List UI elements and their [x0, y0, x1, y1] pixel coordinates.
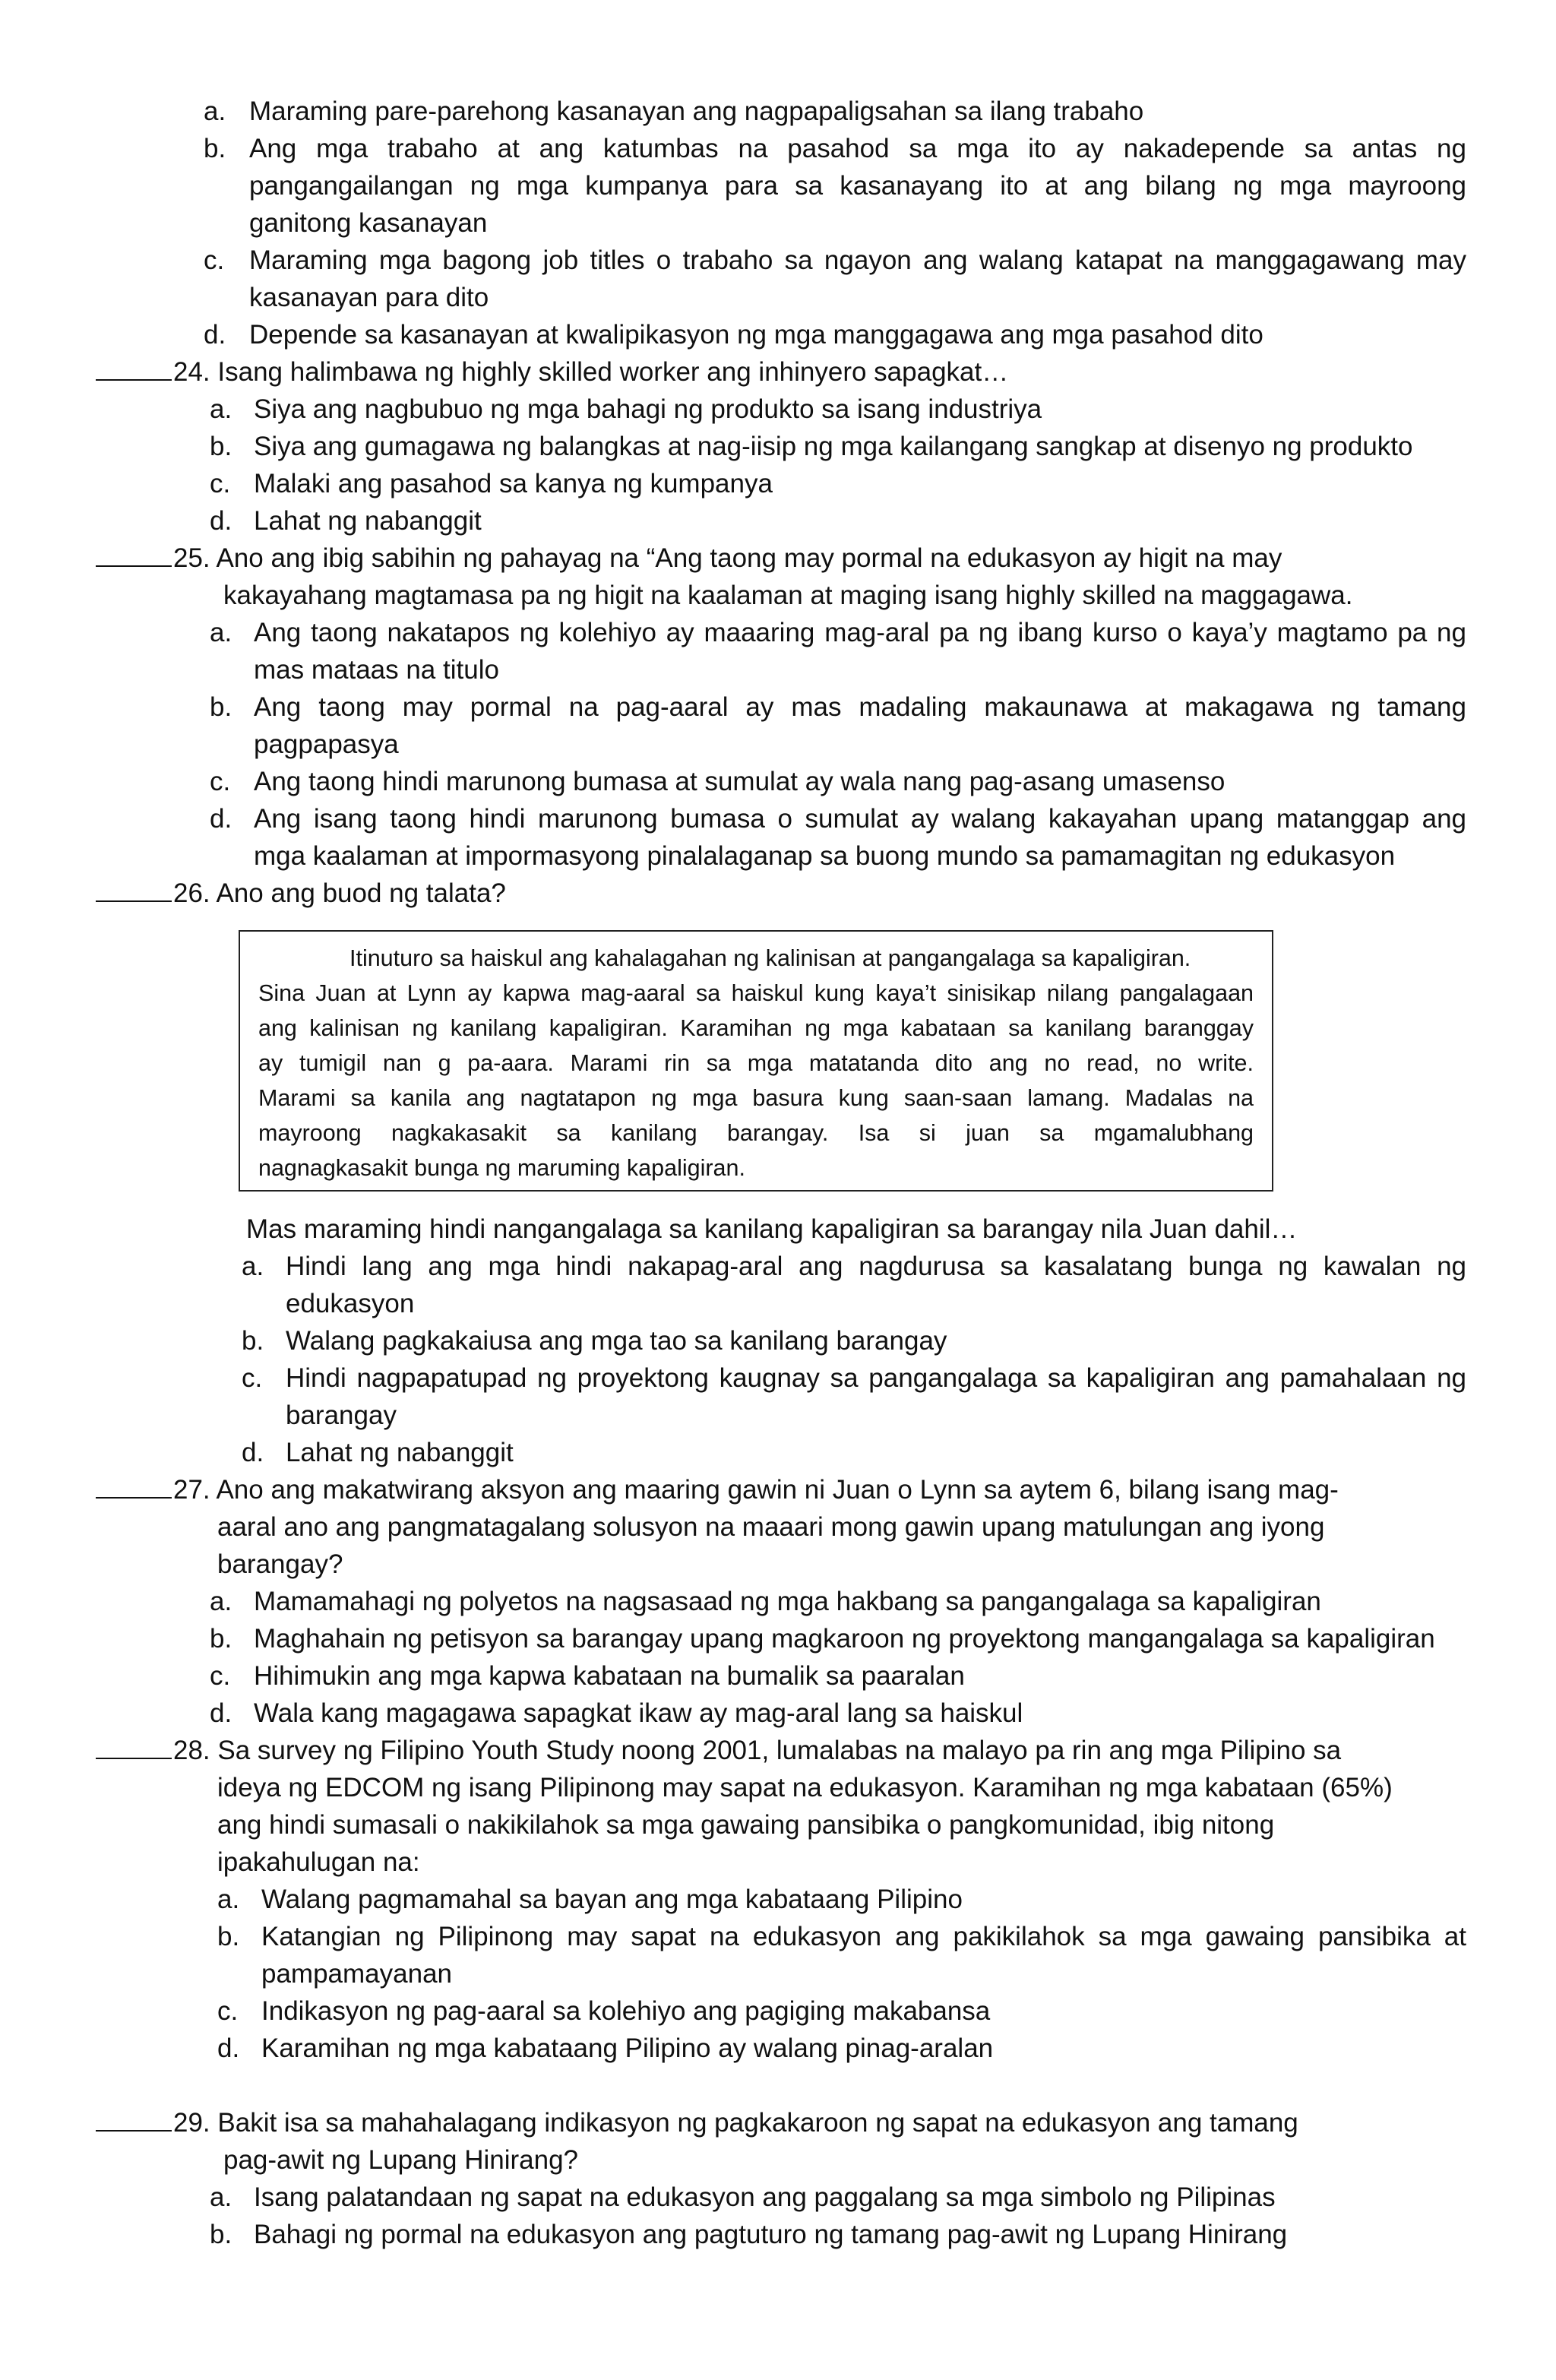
- option-letter: a.: [210, 1587, 232, 1616]
- q27-stem-line1: 27. Ano ang makatwirang aksyon ang maaring gawin ni Juan o Lynn sa aytem 6, bilang isang mag-: [96, 1472, 1339, 1508]
- passage-line: mayroong nagkakasakit sa kanilang barangay. Isa si juan sa mgamalubhang: [258, 1120, 1254, 1146]
- q29-option-b: Bahagi ng pormal na edukasyon ang pagtuturo ng tamang pag-awit ng Lupang Hinirang: [254, 2220, 1288, 2249]
- passage-line: nagnagkasakit bunga ng maruming kapaligiran.: [258, 1155, 745, 1181]
- q29-stem-line1: 29. Bakit isa sa mahahalagang indikasyon ng pagkakaroon ng sapat na edukasyon ang tamang: [96, 2105, 1298, 2141]
- option-letter: c.: [210, 767, 231, 796]
- q28-option-a: Walang pagmamahal sa bayan ang mga kabataang Pilipino: [261, 1885, 963, 1914]
- passage-line: Itinuturo sa haiskul ang kahalagahan ng kalinisan at pangangalaga sa kapaligiran.: [349, 945, 1191, 971]
- option-letter: a.: [217, 1885, 240, 1914]
- q27-stem-line2: aaral ano ang pangmatagalang solusyon na maaari mong gawin upang matulungan ang iyong: [217, 1512, 1325, 1542]
- q26-question: Mas maraming hindi nangangalaga sa kanilang kapaligiran sa barangay nila Juan dahil…: [246, 1214, 1298, 1244]
- q28-stem-line1: 28. Sa survey ng Filipino Youth Study noong 2001, lumalabas na malayo pa rin ang mga Pilipino sa: [96, 1733, 1341, 1769]
- q27-stem-line3: barangay?: [217, 1549, 343, 1579]
- option-letter: d.: [210, 804, 232, 834]
- option-letter: b.: [210, 432, 232, 461]
- answer-blank[interactable]: [96, 356, 172, 381]
- option-letter: c.: [242, 1363, 263, 1393]
- q27-option-c: Hihimukin ang mga kapwa kabataan na bumalik sa paaralan: [254, 1661, 965, 1691]
- option-letter: b.: [210, 2220, 232, 2249]
- q28-option-b-line2: pampamayanan: [261, 1959, 452, 1989]
- q23-option-c-line2: kasanayan para dito: [249, 283, 489, 312]
- answer-blank[interactable]: [96, 1474, 172, 1499]
- option-letter: b.: [217, 1922, 240, 1951]
- option-letter: b.: [204, 134, 226, 163]
- option-letter: c.: [217, 1996, 239, 2026]
- q23-option-b-line2: pangangailangan ng mga kumpanya para sa kasanayang ito at ang bilang ng mga mayroong: [249, 171, 1466, 201]
- q23-option-c-line1: Maraming mga bagong job titles o trabaho sa ngayon ang walang katapat na manggagawang may: [249, 245, 1466, 275]
- q28-option-b-line1: Katangian ng Pilipinong may sapat na edukasyon ang pakikilahok sa mga gawaing pansibika at: [261, 1922, 1466, 1951]
- q29-stem-line2: pag-awit ng Lupang Hinirang?: [223, 2145, 578, 2175]
- q26-option-b: Walang pagkakaiusa ang mga tao sa kanilang barangay: [286, 1326, 947, 1356]
- q25-option-b-line1: Ang taong may pormal na pag-aaral ay mas madaling makaunawa at makagawa ng tamang: [254, 692, 1466, 722]
- reading-passage-box: [239, 930, 1273, 1192]
- option-letter: c.: [204, 245, 225, 275]
- option-letter: a.: [210, 2182, 232, 2212]
- q23-option-b-line1: Ang mga trabaho at ang katumbas na pasahod sa mga ito ay nakadepende sa antas ng: [249, 134, 1466, 163]
- option-letter: a.: [242, 1252, 264, 1281]
- q26-option-c-line2: barangay: [286, 1400, 397, 1430]
- q23-option-d: Depende sa kasanayan at kwalipikasyon ng mga manggagawa ang mga pasahod dito: [249, 320, 1263, 350]
- option-letter: a.: [210, 618, 232, 647]
- q27-option-b: Maghahain ng petisyon sa barangay upang magkaroon ng proyektong mangangalaga sa kapaligiran: [254, 1624, 1435, 1654]
- q29-option-a: Isang palatandaan ng sapat na edukasyon ang paggalang sa mga simbolo ng Pilipinas: [254, 2182, 1276, 2212]
- q26-stem: 26. Ano ang buod ng talata?: [96, 875, 506, 912]
- q27-option-d: Wala kang magagawa sapagkat ikaw ay mag-aral lang sa haiskul: [254, 1698, 1023, 1728]
- q26-option-c-line1: Hindi nagpapatupad ng proyektong kaugnay sa pangangalaga sa kapaligiran ang pamahalaan ng: [286, 1363, 1466, 1393]
- answer-blank[interactable]: [96, 543, 172, 567]
- option-letter: a.: [210, 394, 232, 424]
- q24-option-b: Siya ang gumagawa ng balangkas at nag-iisip ng mga kailangang sangkap at disenyo ng produkto: [254, 432, 1413, 461]
- q28-stem-line3: ang hindi sumasali o nakikilahok sa mga gawaing pansibika o pangkomunidad, ibig nitong: [217, 1810, 1275, 1840]
- option-letter: d.: [217, 2033, 240, 2063]
- q25-stem-line1: 25. Ano ang ibig sabihin ng pahayag na “Ang taong may pormal na edukasyon ay higit na may: [96, 540, 1282, 577]
- passage-line: ay tumigil nan g pa-aara. Marami rin sa mga matatanda dito ang no read, no write.: [258, 1050, 1254, 1076]
- passage-line: Sina Juan at Lynn ay kapwa mag-aaral sa haiskul kung kaya’t sinisikap nilang pangalagaan: [258, 980, 1254, 1006]
- answer-blank[interactable]: [96, 878, 172, 902]
- q28-option-c: Indikasyon ng pag-aaral sa kolehiyo ang pagiging makabansa: [261, 1996, 991, 2026]
- passage-line: Marami sa kanila ang nagtatapon ng mga basura kung saan-saan lamang. Madalas na: [258, 1085, 1254, 1111]
- q28-option-d: Karamihan ng mga kabataang Pilipino ay walang pinag-aralan: [261, 2033, 994, 2063]
- q25-option-c: Ang taong hindi marunong bumasa at sumulat ay wala nang pag-asang umasenso: [254, 767, 1226, 796]
- option-letter: b.: [210, 692, 232, 722]
- q25-option-a-line2: mas mataas na titulo: [254, 655, 499, 685]
- q24-option-a: Siya ang nagbubuo ng mga bahagi ng produkto sa isang industriya: [254, 394, 1042, 424]
- option-letter: b.: [242, 1326, 264, 1356]
- q26-option-d: Lahat ng nabanggit: [286, 1438, 514, 1467]
- answer-blank[interactable]: [96, 1735, 172, 1759]
- q23-option-b-line3: ganitong kasanayan: [249, 208, 488, 238]
- q28-stem-line2: ideya ng EDCOM ng isang Pilipinong may sapat na edukasyon. Karamihan ng mga kabataan (65%): [217, 1773, 1393, 1802]
- option-letter: d.: [242, 1438, 264, 1467]
- q27-option-a: Mamamahagi ng polyetos na nagsasaad ng mga hakbang sa pangangalaga sa kapaligiran: [254, 1587, 1321, 1616]
- option-letter: c.: [210, 1661, 231, 1691]
- q28-stem-line4: ipakahulugan na:: [217, 1847, 420, 1877]
- q24-stem: 24. Isang halimbawa ng highly skilled worker ang inhinyero sapagkat…: [96, 354, 1008, 391]
- q25-option-d-line2: mga kaalaman at impormasyong pinalalaganap sa buong mundo sa pamamagitan ng edukasyon: [254, 841, 1396, 871]
- option-letter: b.: [210, 1624, 232, 1654]
- passage-line: ang kalinisan ng kanilang kapaligiran. Karamihan ng mga kabataan sa kanilang baranggay: [258, 1015, 1254, 1041]
- q25-option-d-line1: Ang isang taong hindi marunong bumasa o sumulat ay walang kakayahan upang matanggap ang: [254, 804, 1466, 834]
- option-letter: c.: [210, 469, 231, 498]
- option-letter: d.: [210, 1698, 232, 1728]
- q25-option-a-line1: Ang taong nakatapos ng kolehiyo ay maaaring mag-aral pa ng ibang kurso o kaya’y magtamo pa ng: [254, 618, 1466, 647]
- q25-stem-line2: kakayahang magtamasa pa ng higit na kaalaman at maging isang highly skilled na maggagawa.: [223, 581, 1353, 610]
- q26-option-a-line1: Hindi lang ang mga hindi nakapag-aral ang nagdurusa sa kasalatang bunga ng kawalan ng: [286, 1252, 1466, 1281]
- q24-option-c: Malaki ang pasahod sa kanya ng kumpanya: [254, 469, 773, 498]
- q23-option-a: Maraming pare-parehong kasanayan ang nagpapaligsahan sa ilang trabaho: [249, 97, 1144, 126]
- q25-option-b-line2: pagpapasya: [254, 730, 399, 759]
- answer-blank[interactable]: [96, 2107, 172, 2132]
- option-letter: d.: [210, 506, 232, 536]
- q24-option-d: Lahat ng nabanggit: [254, 506, 482, 536]
- q26-option-a-line2: edukasyon: [286, 1289, 415, 1318]
- option-letter: d.: [204, 320, 226, 350]
- option-letter: a.: [204, 97, 226, 126]
